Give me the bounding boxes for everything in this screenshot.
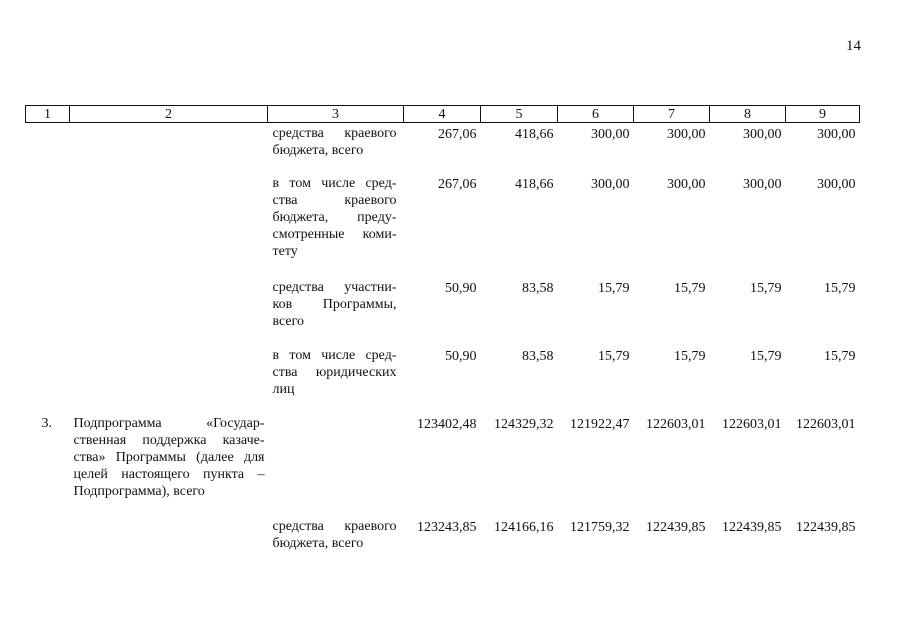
value-cell-col-9: 15,79 (824, 280, 856, 296)
row-name (70, 518, 268, 558)
value-cell-col-8: 15,79 (750, 348, 782, 364)
row-name (70, 279, 268, 347)
funding-source (268, 123, 404, 175)
row-index (26, 518, 70, 558)
funding-source-line: тету (272, 243, 298, 259)
value-cell-col-4: 267,06 (438, 127, 477, 142)
column-number-1: 1 (26, 106, 70, 123)
funding-source-line: бюджета, всего (272, 535, 364, 551)
value-cell-col-5: 418,66 (515, 176, 554, 192)
value-cell-col-7: 122603,01 (646, 416, 706, 432)
value-cell-col-5: 83,58 (522, 348, 554, 364)
value-cell-col-4: 123402,48 (417, 416, 477, 432)
row-index (26, 279, 70, 347)
funding-source-line: средства участни- (272, 279, 397, 295)
value-cell-col-8: 122603,01 (722, 416, 782, 432)
funding-source-line: ства юридических (272, 364, 397, 380)
value-cell-col-6: 121759,32 (570, 519, 630, 535)
funding-source (268, 347, 404, 415)
row-name (70, 347, 268, 415)
row-index (26, 347, 70, 415)
value-cell-col-7: 300,00 (667, 176, 706, 192)
column-number-8: 8 (710, 106, 786, 123)
value-cell-col-7: 15,79 (674, 280, 706, 296)
value-cell-col-5: 124329,32 (494, 416, 554, 432)
column-number-6: 6 (558, 106, 634, 123)
row-index (26, 175, 70, 279)
column-number-3: 3 (268, 106, 404, 123)
funding-source (268, 518, 404, 558)
column-number-row (26, 106, 860, 123)
value-cell-col-7: 122439,85 (646, 519, 706, 535)
row-name (70, 123, 268, 175)
funding-source (268, 415, 404, 518)
value-cell-col-9: 300,00 (817, 127, 856, 142)
table-row (26, 347, 860, 415)
value-cell-col-6: 15,79 (598, 280, 630, 296)
table-row (26, 123, 860, 175)
value-cell-col-6: 15,79 (598, 348, 630, 364)
funding-source-line: лиц (272, 381, 295, 397)
name-line: целей настоящего пункта – (73, 466, 265, 482)
name-line: ственная поддержка казаче- (73, 432, 265, 448)
column-number-5: 5 (481, 106, 558, 123)
name-line: ства» Программы (далее для (73, 449, 265, 465)
value-cell-col-5: 418,66 (515, 127, 554, 142)
value-cell-col-8: 15,79 (750, 280, 782, 296)
funding-source (268, 175, 404, 279)
value-cell-col-4: 50,90 (445, 348, 477, 364)
column-number-9: 9 (786, 106, 860, 123)
value-cell-col-5: 83,58 (522, 280, 554, 296)
table-row (26, 279, 860, 347)
funding-source-line: смотренные коми- (272, 226, 397, 242)
row-index: 3. (41, 415, 52, 431)
value-cell-col-9: 300,00 (817, 176, 856, 192)
table-row (26, 175, 860, 279)
row-index (26, 123, 70, 175)
funding-source-line: ков Программы, (272, 296, 397, 312)
column-number-4: 4 (404, 106, 481, 123)
funding-source (268, 279, 404, 347)
funding-source-line: средства краевого (272, 518, 397, 534)
table-row (26, 518, 860, 558)
value-cell-col-5: 124166,16 (494, 519, 554, 535)
funding-source-line: в том числе сред- (272, 175, 397, 191)
name-line: Подпрограмма «Государ- (73, 415, 265, 431)
funding-source-line: бюджета, всего (272, 143, 364, 158)
value-cell-col-6: 121922,47 (570, 416, 630, 432)
page-number: 14 (846, 38, 861, 54)
value-cell-col-7: 15,79 (674, 348, 706, 364)
column-number-2: 2 (70, 106, 268, 123)
table-body (26, 123, 860, 558)
value-cell-col-6: 300,00 (591, 127, 630, 142)
funding-source-line: бюджета, преду- (272, 209, 397, 225)
funding-source-line: ства краевого (272, 192, 397, 208)
name-line: Подпрограмма), всего (73, 483, 205, 499)
value-cell-col-8: 300,00 (743, 127, 782, 142)
funding-source-line: в том числе сред- (272, 347, 397, 363)
column-number-7: 7 (634, 106, 710, 123)
value-cell-col-4: 267,06 (438, 176, 477, 192)
funding-source-line: средства краевого (272, 126, 397, 141)
row-name (70, 175, 268, 279)
value-cell-col-8: 300,00 (743, 176, 782, 192)
budget-table (25, 105, 860, 558)
table-row (26, 415, 860, 518)
row-name (70, 415, 268, 518)
value-cell-col-7: 300,00 (667, 127, 706, 142)
value-cell-col-8: 122439,85 (722, 519, 782, 535)
value-cell-col-9: 122603,01 (796, 416, 856, 432)
value-cell-col-9: 15,79 (824, 348, 856, 364)
value-cell-col-9: 122439,85 (796, 519, 856, 535)
funding-source-line: всего (272, 313, 305, 329)
value-cell-col-4: 123243,85 (417, 519, 477, 535)
value-cell-col-4: 50,90 (445, 280, 477, 296)
value-cell-col-6: 300,00 (591, 176, 630, 192)
